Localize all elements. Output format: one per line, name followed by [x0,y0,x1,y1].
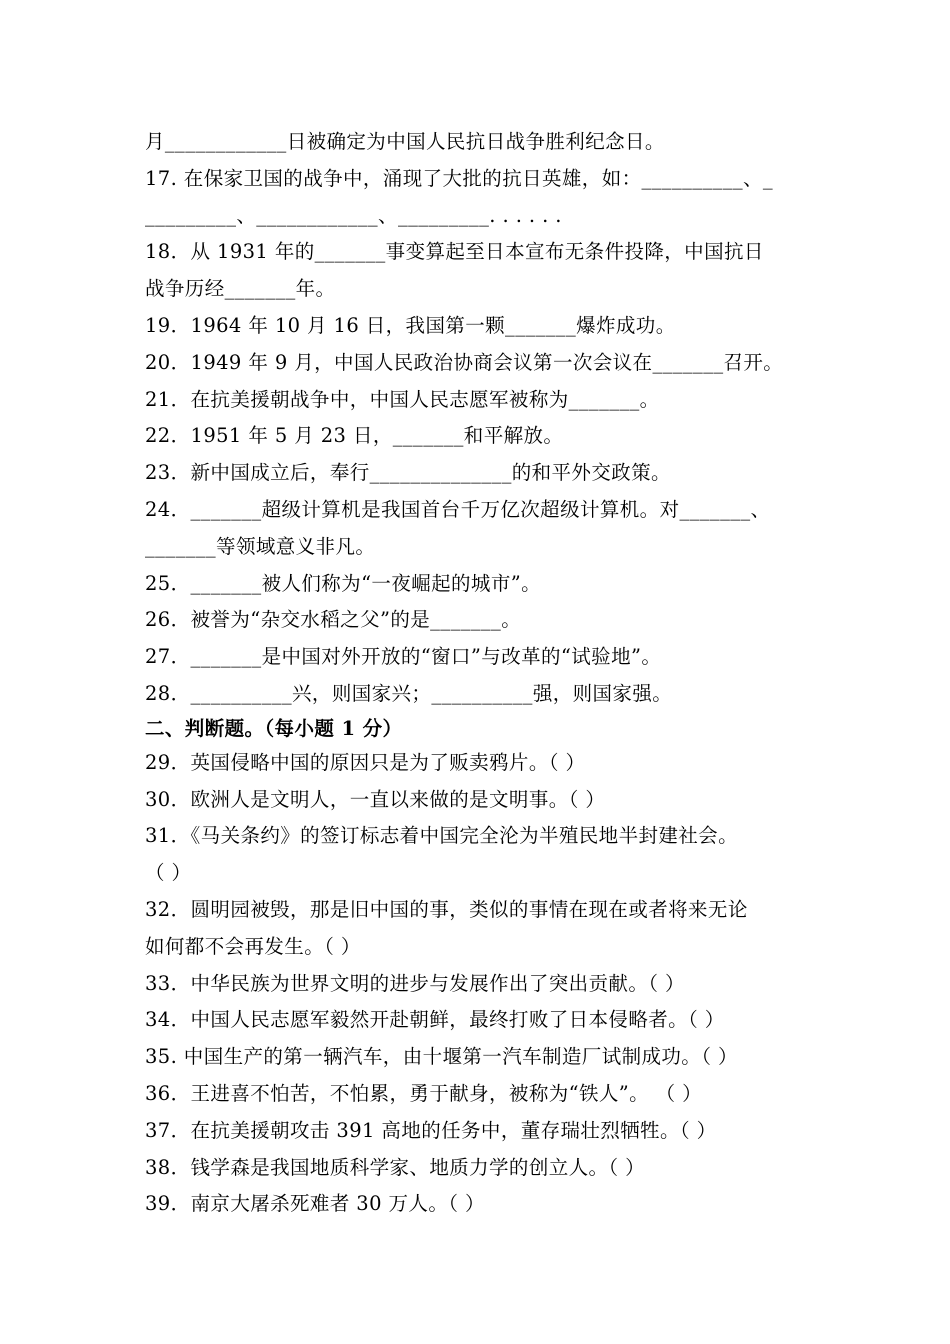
question-36: 36．王进喜不怕苦，不怕累，勇于献身，被称为“铁人”。 （ ） [145,1081,703,1105]
question-21: 21．在抗美援朝战争中，中国人民志愿军被称为_______。 [145,387,660,411]
question-18-continued: 战争历经_______年。 [145,277,336,301]
question-24-continued: _______等领域意义非凡。 [145,534,376,558]
question-30: 30．欧洲人是文明人，一直以来做的是文明事。（ ） [145,787,606,811]
question-31: 31．《马关条约》的签订标志着中国完全沦为半殖民地半封建社会。 [145,824,738,848]
question-22: 22．1951 年 5 月 23 日，_______和平解放。 [145,424,564,448]
question-20: 20．1949 年 9 月，中国人民政治协商会议第一次会议在_______召开。 [145,350,784,374]
question-32: 32．圆明园被毁，那是旧中国的事，类似的事情在现在或者将来无论 [145,897,748,921]
question-32-continued: 如何都不会再发生。（ ） [145,934,361,958]
question-26: 26．被誉为“杂交水稻之父”的是_______。 [145,608,522,632]
question-25: 25．_______被人们称为“一夜崛起的城市”。 [145,571,542,595]
exam-page [145,124,825,1223]
question-27: 27．_______是中国对外开放的“窗口”与改革的“试验地”。 [145,645,662,669]
question-19: 19．1964 年 10 月 16 日，我国第一颗_______爆炸成功。 [145,313,676,337]
question-28: 28．__________兴，则国家兴；__________强，则国家强。 [145,681,673,705]
question-34: 34．中国人民志愿军毅然开赴朝鲜，最终打败了日本侵略者。（ ） [145,1008,725,1032]
question-35: 35. 中国生产的第一辆汽车，由十堰第一汽车制造厂试制成功。（ ） [145,1045,738,1069]
section-heading: 二、判断题。（每小题 1 分） [145,716,403,740]
text-line: 月____________日被确定为中国人民抗日战争胜利纪念日。 [145,130,665,153]
question-31-continued: （ ） [145,861,192,885]
question-39: 39．南京大屠杀死难者 30 万人。（ ） [145,1192,485,1216]
question-24: 24．_______超级计算机是我国首台千万亿次超级计算机。对_______、 [145,497,771,521]
question-33: 33．中华民族为世界文明的进步与发展作出了突出贡献。（ ） [145,971,685,995]
question-23: 23．新中国成立后，奉行______________的和平外交政策。 [145,461,671,485]
question-38: 38．钱学森是我国地质科学家、地质力学的创立人。（ ） [145,1155,646,1179]
question-17: 17. 在保家卫国的战争中，涌现了大批的抗日英雄，如：__________、_ [145,166,774,190]
question-29: 29．英国侵略中国的原因只是为了贩卖鸦片。（ ） [145,750,586,774]
question-37: 37．在抗美援朝攻击 391 高地的任务中，董存瑞壮烈牺牲。（ ） [145,1118,717,1142]
question-17-continued: _________、____________、_________. . . . . . [145,203,562,227]
question-18: 18．从 1931 年的_______事变算起至日本宣布无条件投降，中国抗日 [145,240,764,264]
